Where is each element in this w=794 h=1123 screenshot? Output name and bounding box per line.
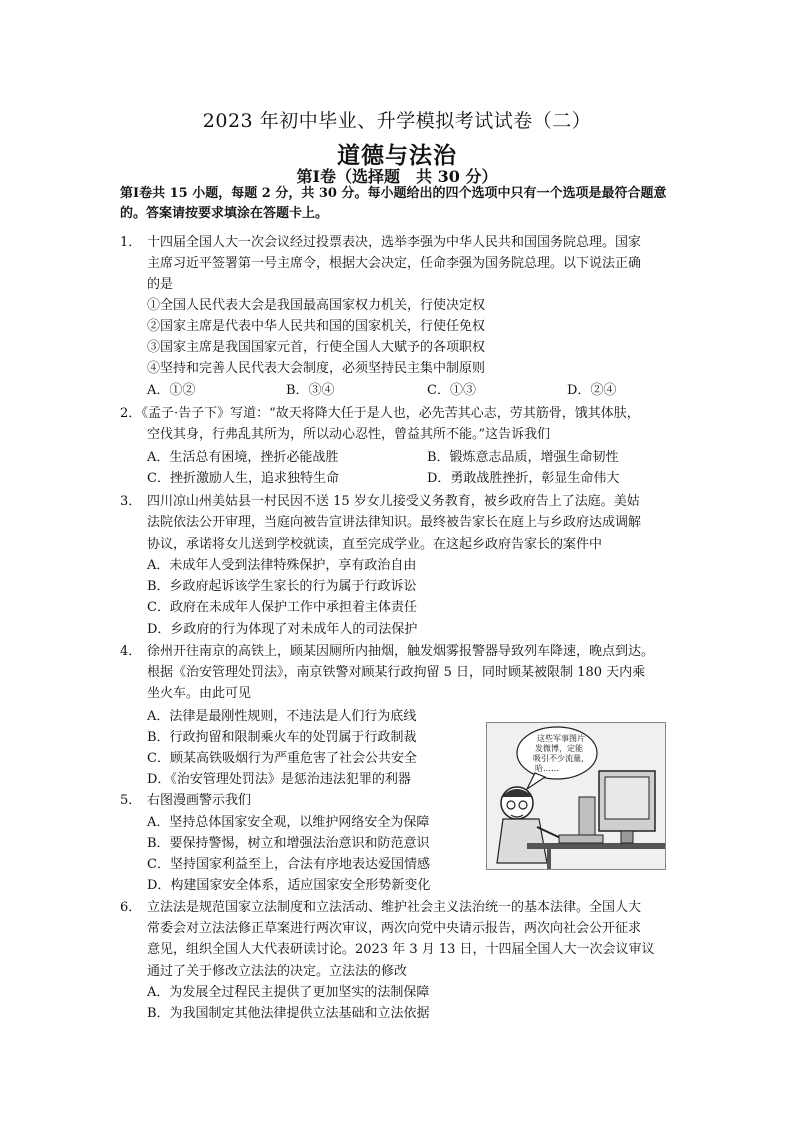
- question-6-option-b[interactable]: B．为我国制定其他法律提供立法基础和立法依据: [147, 1006, 430, 1021]
- question-5-option-d[interactable]: D．构建国家安全体系，适应国家安全形势新变化: [147, 878, 431, 893]
- question-6-option-a[interactable]: A．为发展全过程民主提供了更加坚实的法制保障: [147, 985, 430, 1000]
- question-4-option-b[interactable]: B．行政拘留和限制乘火车的处罚属于行政制裁: [147, 730, 417, 745]
- question-3-stem-line: 法院依法公开审理，当庭向被告宣讲法律知识。最终被告家长在庭上与乡政府达成调解: [147, 515, 642, 530]
- question-3-option-b[interactable]: B．乡政府起诉该学生家长的行为属于行政诉讼: [147, 579, 417, 594]
- section-instruction: 第Ⅰ卷共 15 小题，每题 2 分，共 30 分。每小题给出的四个选项中只有一个选项是最符合题意的。答案请按要求填涂在答题卡上。: [120, 186, 667, 221]
- question-4-stem-line: 根据《治安管理处罚法》，南京铁警对顾某行政拘留 5 日，同时顾某被限制 180 天内乘: [147, 665, 646, 680]
- subject-title: 道德与法治: [337, 142, 457, 169]
- question-6-stem-line: 立法法是规范国家立法制度和立法活动、维护社会主义法治统一的基本法律。全国人大: [147, 900, 642, 915]
- cartoon-drawing: [487, 723, 665, 869]
- question-5-option-c[interactable]: C．坚持国家利益至上，合法有序地表达爱国情感: [147, 857, 430, 872]
- question-4-option-c[interactable]: C．顾某高铁吸烟行为严重危害了社会公共安全: [147, 751, 417, 766]
- question-6-stem-line: 通过了关于修改立法法的决定。立法法的修改: [147, 964, 408, 979]
- exam-title: 2023 年初中毕业、升学模拟考试试卷（二）: [202, 110, 592, 132]
- question-6-stem-line: 常委会对立法法修正草案进行两次审议，两次向党中央请示报告，两次向社会公开征求: [147, 921, 642, 936]
- question-1-statement: ②国家主席是代表中华人民共和国的国家机关，行使任免权: [147, 319, 486, 334]
- question-3-stem-line: 协议，承诺将女儿送到学校就读，直至完成学业。在这起乡政府告家长的案件中: [147, 537, 603, 552]
- question-4-option-a[interactable]: A．法律是最刚性规则，不违法是人们行为底线: [147, 709, 417, 724]
- cartoon-image: [486, 722, 666, 870]
- question-3-option-c[interactable]: C．政府在未成年人保护工作中承担着主体责任: [147, 600, 417, 615]
- question-2-option-b[interactable]: B．锻炼意志品质，增强生命韧性: [427, 450, 619, 465]
- bubble-text-line: 吸引不少流量，: [533, 754, 589, 763]
- question-2-number: 2．: [120, 406, 142, 421]
- question-6-number: 6．: [120, 900, 142, 915]
- question-5-option-b[interactable]: B．要保持警惕，树立和增强法治意识和防范意识: [147, 836, 430, 851]
- question-1-statement: ④坚持和完善人民代表大会制度，必须坚持民主集中制原则: [147, 361, 486, 376]
- bubble-text-line: 发微博，定能: [535, 744, 583, 753]
- question-4-stem-line: 坐火车。由此可见: [147, 686, 252, 701]
- question-1-stem-line: 十四届全国人大一次会议经过投票表决，选举李强为中华人民共和国国务院总理。国家: [147, 235, 642, 250]
- question-1-option-b[interactable]: B．③④: [286, 383, 335, 398]
- bubble-text-line: 哈……: [535, 764, 559, 773]
- question-2-option-d[interactable]: D．勇敢战胜挫折，彰显生命伟大: [427, 471, 620, 486]
- question-1-option-d[interactable]: D．②④: [567, 383, 617, 398]
- question-5-option-a[interactable]: A．坚持总体国家安全观，以维护网络安全为保障: [147, 815, 430, 830]
- question-5-stem-line: 右图漫画警示我们: [147, 793, 252, 808]
- question-6-stem-line: 意见，组织全国人大代表研读讨论。2023 年 3 月 13 日，十四届全国人大一次会议审议: [147, 942, 655, 957]
- question-3-number: 3．: [120, 494, 142, 509]
- question-5-number: 5．: [120, 793, 142, 808]
- bubble-text-line: 这些军事图片: [537, 734, 585, 743]
- question-1-stem-line: 的是: [147, 277, 174, 292]
- question-3-stem-line: 四川凉山州美姑县一村民因不送 15 岁女儿接受义务教育，被乡政府告上了法庭。美姑: [147, 494, 640, 509]
- question-4-stem-line: 徐州开往南京的高铁上，顾某因厕所内抽烟，触发烟雾报警器导致列车降速，晚点到达。: [147, 644, 655, 659]
- question-3-option-d[interactable]: D．乡政府的行为体现了对未成年人的司法保护: [147, 622, 418, 637]
- question-3-option-a[interactable]: A．未成年人受到法律特殊保护，享有政治自由: [147, 558, 417, 573]
- question-4-number: 4．: [120, 644, 142, 659]
- question-2-stem-line: 空伐其身，行弗乱其所为，所以动心忍性，曾益其所不能。”这告诉我们: [147, 427, 551, 442]
- question-1-option-c[interactable]: C．①③: [427, 383, 476, 398]
- section-title: 第Ⅰ卷（选择题 共 30 分）: [296, 167, 498, 186]
- question-1-statement: ③国家主席是我国国家元首，行使全国人大赋予的各项职权: [147, 340, 486, 355]
- question-2-stem-line: 《孟子·告子下》写道：“故天将降大任于是人也，必先苦其心志，劳其筋骨，饿其体肤，: [135, 406, 640, 421]
- question-4-option-d[interactable]: D．《治安管理处罚法》是惩治违法犯罪的利器: [147, 772, 411, 787]
- question-1-option-a[interactable]: A．①②: [147, 383, 196, 398]
- question-2-option-a[interactable]: A．生活总有困境，挫折必能战胜: [147, 450, 339, 465]
- question-1-statement: ①全国人民代表大会是我国最高国家权力机关，行使决定权: [147, 298, 486, 313]
- question-1-stem-line: 主席习近平签署第一号主席令，根据大会决定，任命李强为国务院总理。以下说法正确: [147, 256, 642, 271]
- question-2-option-c[interactable]: C．挫折激励人生，追求独特生命: [147, 471, 339, 486]
- question-1-number: 1．: [120, 235, 142, 250]
